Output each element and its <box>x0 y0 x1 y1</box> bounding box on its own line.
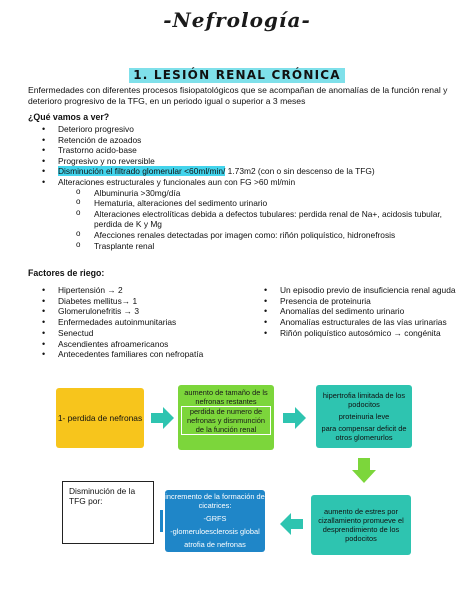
definition-paragraph: Enfermedades con diferentes procesos fisiopatológicos que se acompañan de anomalías de la función renal y deterioro progresivo de la TFG, en un periodo igual o superior a 3 meses <box>28 85 448 106</box>
flow-inner-box <box>181 406 271 435</box>
sub-list-item: o Albuminuria >30mg/día <box>58 188 462 199</box>
arrow-down-icon <box>352 458 376 484</box>
arrow-right-icon <box>151 407 175 429</box>
page-title: -Nefrología- <box>163 8 311 32</box>
flow-box-text: 1- perdida de nefronas <box>57 413 143 423</box>
sub-list-item: o Trasplante renal <box>58 241 462 252</box>
flow-box-text: perdida de numero de nefronas y disnmunción de la función renal <box>186 407 266 434</box>
list-item: • Diabetes mellitus→ 1 <box>42 296 242 307</box>
list-item <box>42 177 462 251</box>
gfr-text: 1.73m2 (con o sin descenso de la TFG) <box>225 166 375 177</box>
risk-factors-left <box>42 285 242 360</box>
list-item: • Progresivo y no reversible <box>42 156 462 167</box>
list-item: • Presencia de proteinuria <box>264 296 464 307</box>
sub-list-item: o Hematuria, alteraciones del sedimento urinario <box>58 198 462 209</box>
flow-box-text: proteinuria leve <box>338 412 390 421</box>
flow-box-scarring <box>165 490 265 552</box>
flow-box-text: incremento de la formación de cicatrices: <box>165 492 265 510</box>
list-item: • Trastorno acido-base <box>42 145 462 156</box>
list-item: • Retención de azoados <box>42 135 462 146</box>
flow-box-text: aumento de tamaño de ls nefronas restantes <box>184 388 268 406</box>
flow-box-tfg-decrease <box>62 481 154 544</box>
structural-label: Alteraciones estructurales y funcionales aun con FG >60 ml/min <box>58 176 296 187</box>
highlighted-text: Disminución el filtrado glomerular <60ml/min/ <box>58 166 226 177</box>
structural-sublist <box>58 188 462 252</box>
sub-list-item: o Alteraciones electrolíticas debida a defectos tubulares: perdida renal de Na+, acidosis tubular, perdida de K y Mg <box>58 209 462 230</box>
list-item: • Anomalías del sedimento urinario <box>264 306 464 317</box>
list-item: • Un episodio previo de insuficiencia renal aguda <box>264 285 464 296</box>
risk-factors-right <box>264 285 464 339</box>
topics-list <box>42 124 462 251</box>
arrow-left-icon <box>280 513 304 535</box>
section-heading-wrap <box>0 66 474 84</box>
flow-box-text: atrofia de nefronas <box>184 540 246 549</box>
flow-box-text: -GRFS <box>203 514 227 523</box>
arrow-right-icon <box>283 407 307 429</box>
flow-box-nephron-loss <box>56 388 144 448</box>
flow-box-text: hipertrofia limitada de los podocitos <box>322 391 406 409</box>
list-item <box>42 166 462 177</box>
list-item: • Enfermedades autoinmunitarias <box>42 317 242 328</box>
list-item: • Anomalías estructurales de las vías urinarias <box>264 317 464 328</box>
list-item: • Riñón poliquístico autosómico → congénita <box>264 328 464 339</box>
flow-box-shear-stress <box>311 495 411 555</box>
flow-box-podocyte-hypertrophy <box>316 385 412 448</box>
topics-question: ¿Qué vamos a ver? <box>28 112 110 122</box>
connector-bar <box>160 510 164 532</box>
flow-box-text: para compensar deficit de otros glomerurlos <box>321 424 407 442</box>
risk-factors-title: Factores de riego: <box>28 268 105 278</box>
list-item: • Hipertensión → 2 <box>42 285 242 296</box>
flow-box-text: aumento de estres por cizallamiento promueve el desprendimiento de los podocitos <box>318 507 404 543</box>
flow-box-text: -glomeruloesclerosis global <box>170 527 260 536</box>
list-item: • Senectud <box>42 328 242 339</box>
flow-box-nephron-size <box>178 385 274 450</box>
list-item: • Glomerulonefritis → 3 <box>42 306 242 317</box>
list-item: • Antecedentes familiares con nefropatía <box>42 349 242 360</box>
list-item: • Ascendientes afroamericanos <box>42 339 242 350</box>
sub-list-item: o Afecciones renales detectadas por imagen como: riñón poliquístico, hidronefrosis <box>58 230 462 241</box>
list-item: • Deterioro progresivo <box>42 124 462 135</box>
flow-box-text: Disminución de la TFG por: <box>69 486 136 506</box>
section-heading: 1. LESIÓN RENAL CRÓNICA <box>129 68 345 83</box>
